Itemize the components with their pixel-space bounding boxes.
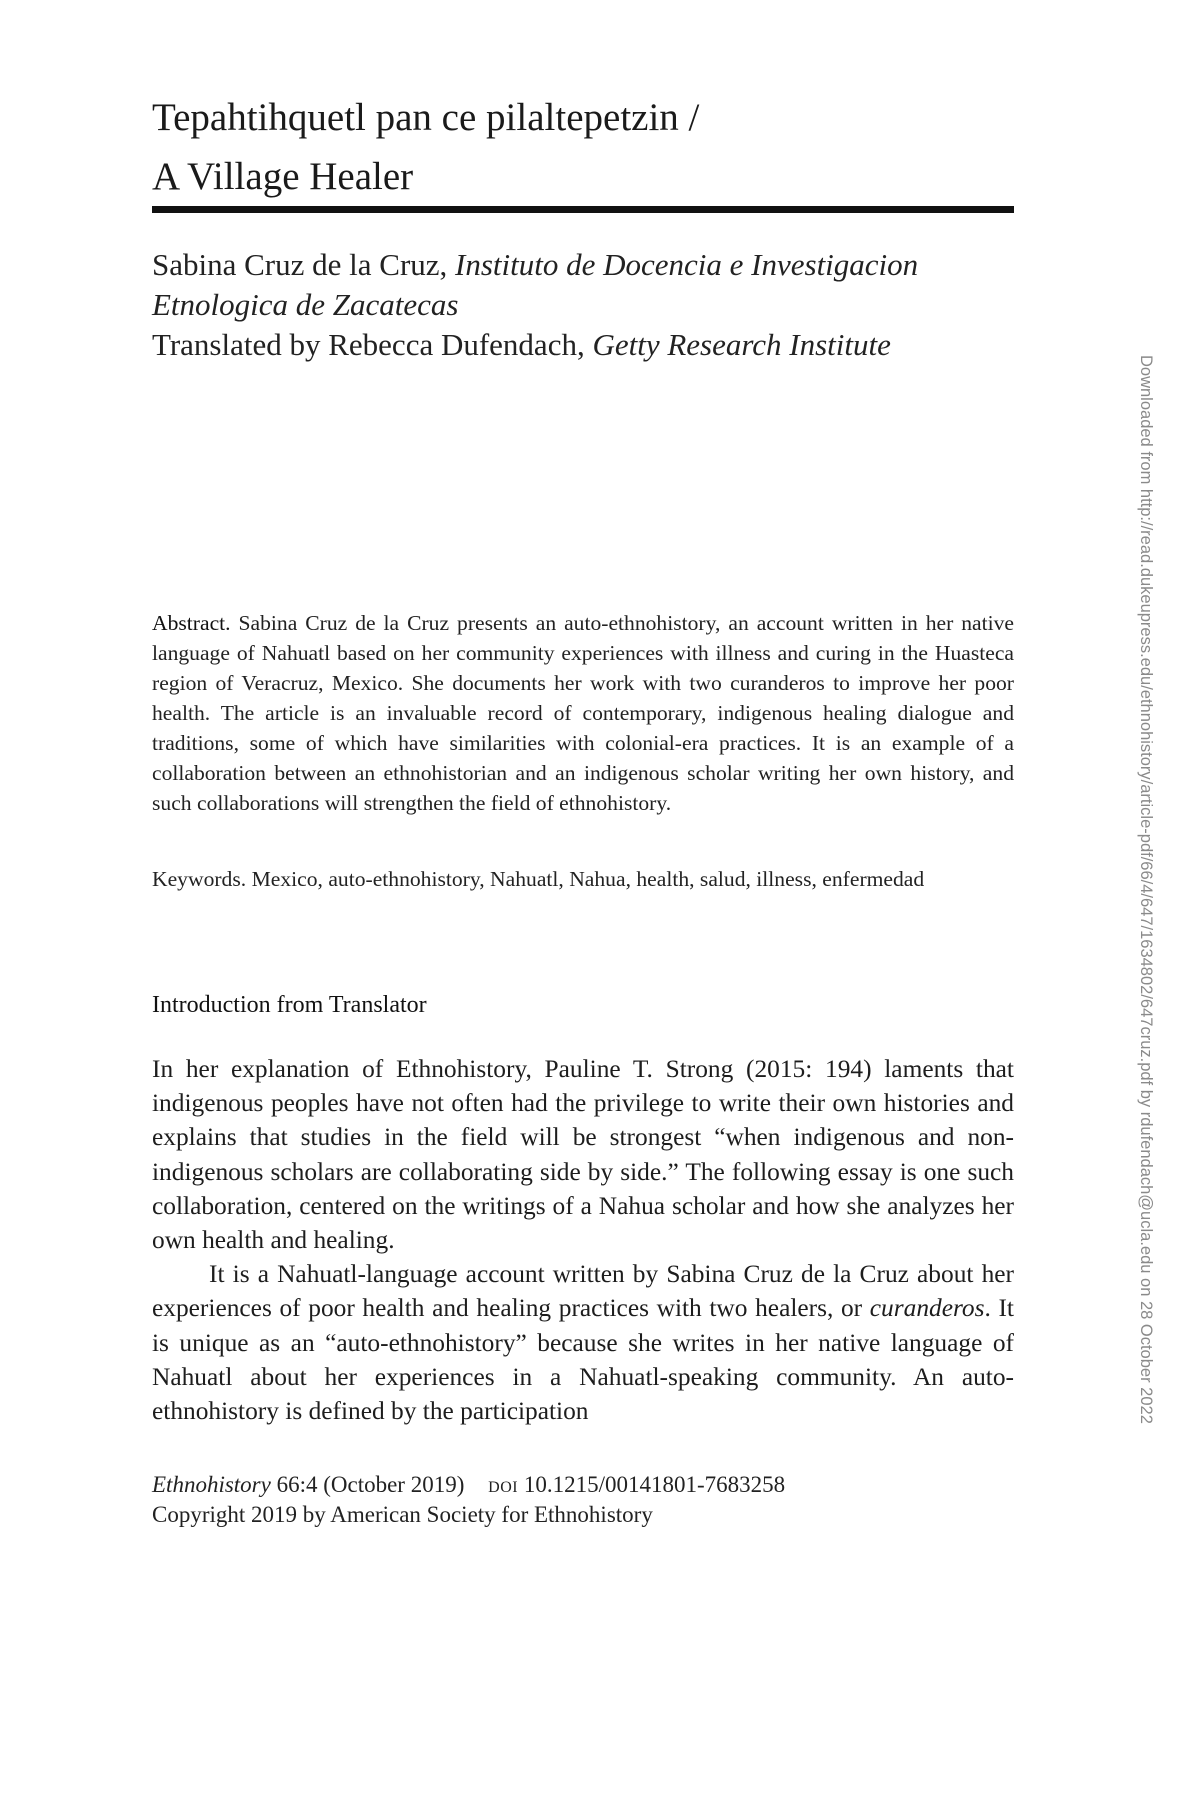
article-title (152, 88, 1014, 206)
journal-name: Ethnohistory (152, 1472, 271, 1497)
body-paragraph-2: It is a Nahuatl-language account written by Sabina Cruz de la Cruz about her experiences of poor health and healing practices with two healers, or curanderos. It is unique as an “auto-ethnohistory” because she writes in her native language of Nahuatl about her experiences in a Nahuatl-speaking community. An auto-ethnohistory is defined by the participation (152, 1260, 1014, 1426)
abstract (152, 608, 1014, 818)
italic-term: curanderos (869, 1294, 985, 1323)
title-line-nahuatl: Tepahtihquetl pan ce pilaltepetzin / (152, 96, 700, 139)
abstract-label: Abstract. (152, 611, 231, 635)
citation-footer (152, 1470, 1014, 1530)
title-divider (152, 206, 1014, 213)
keywords-text: Mexico, auto-ethnohistory, Nahuatl, Nahua, health, salud, illness, enfermedad (251, 867, 925, 891)
author-line (152, 245, 1014, 285)
author-name: Sabina Cruz de la Cruz, (152, 247, 448, 282)
title-line-english: A Village Healer (152, 155, 414, 198)
translator-line (152, 325, 1014, 365)
author-affiliation-continued: Etnologica de Zacatecas (152, 287, 459, 322)
citation-line (152, 1470, 1014, 1500)
body-paragraph-1: In her explanation of Ethnohistory, Pauline T. Strong (2015: 194) laments that indigenous peoples have not often had the privilege to write their own histories and explains that studies in the field will be strongest “when indigenous and non-indigenous scholars are collaborating side by side.” The following essay is one such collaboration, centered on the writings of a Nahua scholar and how she analyzes her own health and healing. (152, 1055, 1014, 1255)
copyright-line: Copyright 2019 by American Society for Ethnohistory (152, 1502, 653, 1527)
translator-name: Translated by Rebecca Dufendach, (152, 327, 585, 362)
author-block (152, 245, 1014, 365)
journal-issue: 66:4 (October 2019) (276, 1472, 465, 1497)
doi-label: doi (488, 1472, 519, 1497)
body-text (152, 1052, 1014, 1428)
abstract-text: Sabina Cruz de la Cruz presents an auto-ethnohistory, an account written in her native language of Nahuatl based on her community experiences with illness and curing in the Huasteca region of Veracruz, Mexico. She documents her work with two curanderos to improve her poor health. The article is an invaluable record of contemporary, indigenous healing dialogue and traditions, some of which have similarities with colonial-era practices. It is an example of a collaboration between an ethnohistorian and an indigenous scholar writing her own history, and such collaborations will strengthen the field of ethnohistory. (152, 611, 1014, 815)
translator-affiliation: Getty Research Institute (592, 327, 891, 362)
download-watermark-text: Downloaded from http://read.dukeupress.edu/ethnohistory/article-pdf/66/4/647/1634802/647cruz.pdf by rdufendach@ucla.edu on 28 October 2022 (1137, 355, 1155, 1424)
section-heading: Introduction from Translator (152, 992, 427, 1018)
doi-value: 10.1215/00141801-7683258 (523, 1472, 786, 1497)
keywords (152, 864, 1014, 894)
keywords-label: Keywords. (152, 867, 247, 891)
download-watermark (1135, 355, 1159, 1585)
author-affiliation: Instituto de Docencia e Investigacion (455, 247, 919, 282)
